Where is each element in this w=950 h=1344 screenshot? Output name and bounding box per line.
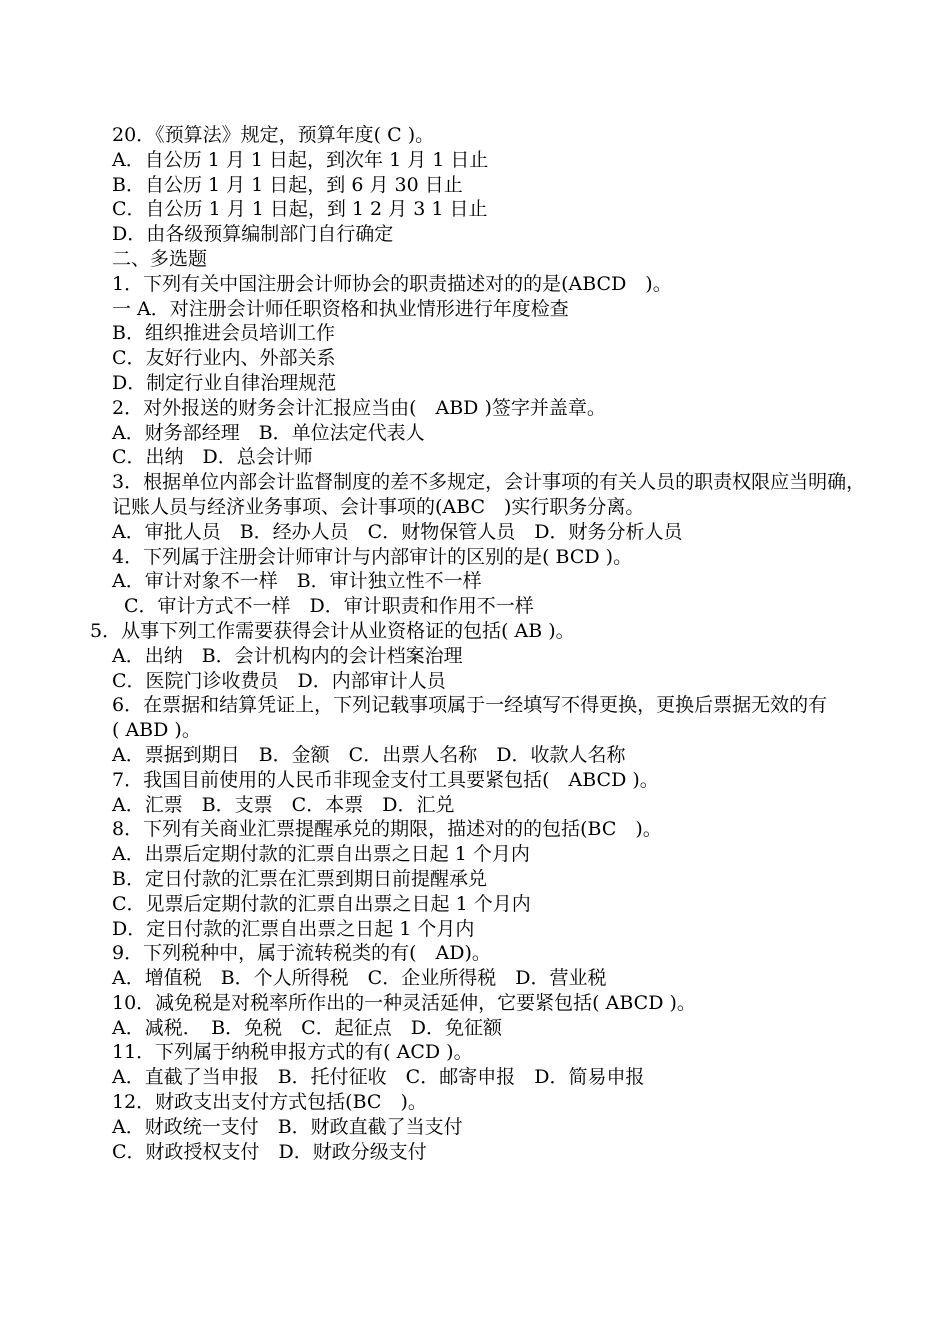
options-row: A．票据到期日 B．金额 C．出票人名称 D．收款人名称 <box>112 743 626 766</box>
option-b: B．组织推进会员培训工作 <box>112 322 335 345</box>
options-row: C．医院门诊收费员 D．内部审计人员 <box>112 669 446 692</box>
option-a: 一 A．对注册会计师任职资格和执业情形进行年度检查 <box>112 297 569 320</box>
section-heading: 二、多选题 <box>112 247 208 270</box>
options-row: A．汇票 B．支票 C．本票 D．汇兑 <box>112 793 455 816</box>
document-body <box>90 123 870 1164</box>
options-row: C．出纳 D．总会计师 <box>112 446 313 469</box>
option-c: C．友好行业内、外部关系 <box>112 347 336 370</box>
options-row: C．财政授权支付 D．财政分级支付 <box>112 1140 427 1163</box>
option-b: B．自公历 1 月 1 日起，到 6 月 30 日止 <box>112 173 463 196</box>
question-1: 1．下列有关中国注册会计师协会的职责描述对的的是(ABCD )。 <box>112 272 672 295</box>
question-10: 10．减免税是对税率所作出的一种灵活延伸，它要紧包括( ABCD )。 <box>112 991 696 1014</box>
option-d: D．定日付款的汇票自出票之日起 1 个月内 <box>112 917 475 940</box>
options-row: A．审计对象不一样 B．审计独立性不一样 <box>112 570 482 593</box>
question-3: 3．根据单位内部会计监督制度的差不多规定，会计事项的有关人员的职责权限应当明确， <box>112 471 866 494</box>
options-row: C．审计方式不一样 D．审计职责和作用不一样 <box>124 595 534 618</box>
options-row: A．减税． B．免税 C．起征点 D．免征额 <box>112 1016 502 1039</box>
options-row: A．增值税 B．个人所得税 C．企业所得税 D．营业税 <box>112 967 607 990</box>
options-row: A．直截了当申报 B．托付征收 C．邮寄申报 D．简易申报 <box>112 1066 645 1089</box>
question-8: 8．下列有关商业汇票提醒承兑的期限，描述对的的包括(BC )。 <box>112 818 662 841</box>
options-row: A．财务部经理 B．单位法定代表人 <box>112 421 425 444</box>
options-row: A．出纳 B．会计机构内的会计档案治理 <box>112 644 463 667</box>
options-row: A．审批人员 B．经办人员 C．财物保管人员 D．财务分析人员 <box>112 520 683 543</box>
option-a: A．出票后定期付款的汇票自出票之日起 1 个月内 <box>112 843 530 866</box>
option-d: D．由各级预算编制部门自行确定 <box>112 223 394 246</box>
option-c: C．自公历 1 月 1 日起，到 1 2 月 3 1 日止 <box>112 198 488 221</box>
question-6-continuation: ( ABD )。 <box>112 719 201 742</box>
question-11: 11．下列属于纳税申报方式的有( ACD )。 <box>112 1041 473 1064</box>
option-d: D．制定行业自律治理规范 <box>112 371 337 394</box>
options-row: A．财政统一支付 B．财政直截了当支付 <box>112 1115 463 1138</box>
question-2: 2．对外报送的财务会计汇报应当由( ABD )签字并盖章。 <box>112 396 606 419</box>
option-a: A．自公历 1 月 1 日起，到次年 1 月 1 日止 <box>112 148 489 171</box>
option-c: C．见票后定期付款的汇票自出票之日起 1 个月内 <box>112 892 531 915</box>
question-12: 12．财政支出支付方式包括(BC )。 <box>112 1091 427 1114</box>
question-6: 6．在票据和结算凭证上，下列记载事项属于一经填写不得更换，更换后票据无效的有 <box>112 694 828 717</box>
question-7: 7．我国目前使用的人民币非现金支付工具要紧包括( ABCD )。 <box>112 768 659 791</box>
question-5: 5．从事下列工作需要获得会计从业资格证的包括( AB )。 <box>90 619 575 642</box>
question-9: 9．下列税种中，属于流转税类的有( AD)。 <box>112 942 491 965</box>
question-3-continuation: 记账人员与经济业务事项、会计事项的(ABC )实行职务分离。 <box>112 495 645 518</box>
question-20: 20．《预算法》规定，预算年度( C )。 <box>112 124 435 146</box>
option-b: B．定日付款的汇票在汇票到期日前提醒承兑 <box>112 867 487 890</box>
question-4: 4．下列属于注册会计师审计与内部审计的区别的是( BCD )。 <box>112 545 633 568</box>
